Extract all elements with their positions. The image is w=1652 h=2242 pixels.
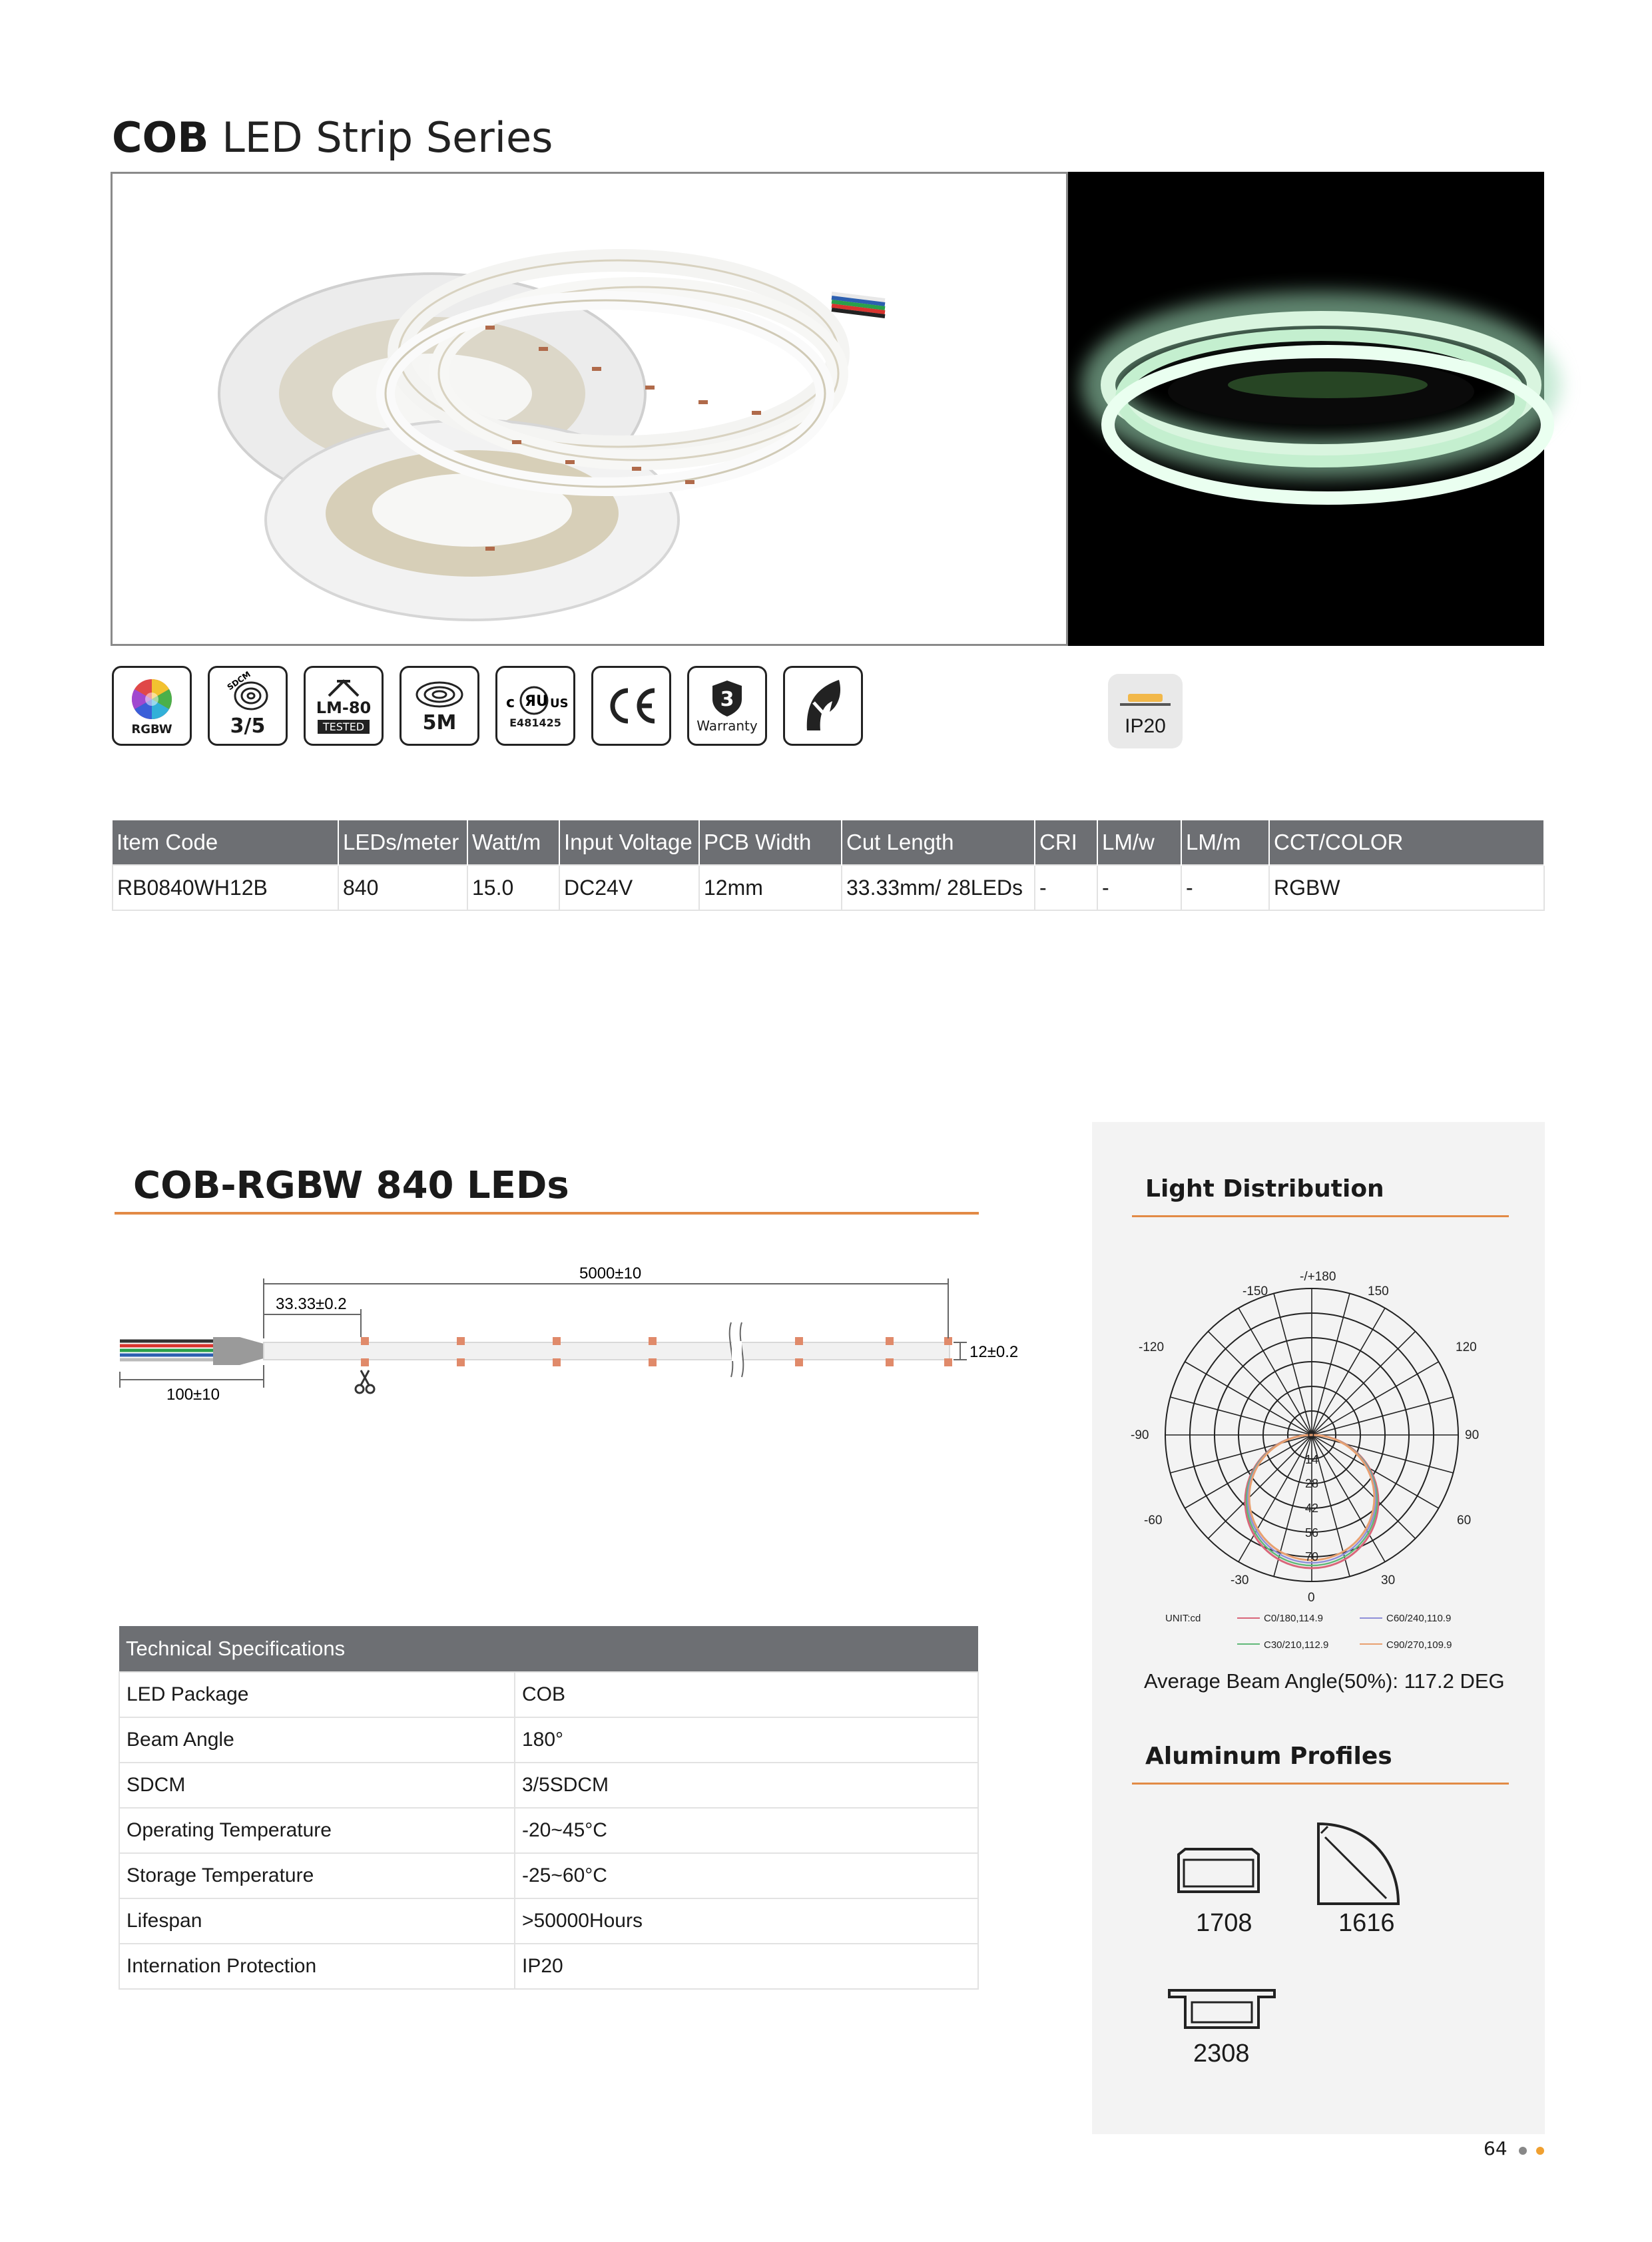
model-title: COB-RGBW 840 LEDs [133, 1164, 569, 1207]
profile-1616-drawing [1312, 1817, 1405, 1910]
lm80-icon-sub: TESTED [318, 720, 370, 734]
table-row [113, 865, 1544, 910]
page-title-bold: COB [112, 113, 209, 162]
angle-label: 150 [1368, 1284, 1389, 1298]
table-row [119, 1717, 978, 1763]
flame-icon [783, 666, 863, 746]
product-lit-photo [1068, 172, 1544, 646]
col-lm-m: LM/m [1181, 820, 1269, 865]
col-input-voltage: Input Voltage [559, 820, 699, 865]
angle-label: -60 [1144, 1514, 1163, 1528]
profile-1616-label: 1616 [1338, 1909, 1395, 1937]
radial-label: 42 [1305, 1502, 1319, 1515]
col-lm-w: LM/w [1097, 820, 1181, 865]
angle-label: -30 [1231, 1573, 1249, 1587]
spec-key: LED Package [119, 1672, 515, 1717]
cell-leds-meter: 840 [338, 865, 467, 910]
table-row [119, 1808, 978, 1853]
radial-label: 0 [1308, 1428, 1315, 1442]
spec-value: 180° [515, 1717, 978, 1763]
profile-1708-drawing [1172, 1841, 1272, 1901]
product-table [112, 820, 1545, 911]
rgbw-icon-label: RGBW [131, 722, 172, 736]
aluminum-profiles-underline [1132, 1783, 1509, 1785]
dimension-drawing [113, 1259, 1019, 1405]
angle-label: 90 [1465, 1428, 1480, 1442]
cell-pcb-width: 12mm [699, 865, 842, 910]
cell-item-code: RB0840WH12B [113, 865, 338, 910]
warranty-icon [687, 666, 767, 746]
radial-label: 14 [1305, 1453, 1319, 1466]
segment-label: 33.33±0.2 [276, 1295, 347, 1313]
spec-key: SDCM [119, 1763, 515, 1808]
polar-legend-row2 [1092, 1635, 1545, 1655]
spec-key: Storage Temperature [119, 1853, 515, 1898]
col-cri: CRI [1035, 820, 1097, 865]
legend-label: C30/210,112.9 [1264, 1639, 1329, 1651]
spec-value: IP20 [515, 1944, 978, 1989]
spec-value: 3/5SDCM [515, 1763, 978, 1808]
spec-value: COB [515, 1672, 978, 1717]
polar-chart [1112, 1242, 1525, 1635]
profile-2308-label: 2308 [1193, 2040, 1250, 2068]
page-number [1484, 2137, 1544, 2159]
spec-value: -20~45°C [515, 1808, 978, 1853]
warranty-icon-label: Warranty [696, 718, 758, 734]
total-length-label: 5000±10 [579, 1264, 642, 1282]
page-dot-gray [1519, 2147, 1527, 2155]
warranty-icon-num: 3 [720, 688, 734, 711]
spec-key: Beam Angle [119, 1717, 515, 1763]
svg-text:ЯU: ЯU [525, 693, 548, 710]
profile-2308-drawing [1165, 1981, 1278, 2034]
page-dot-orange [1536, 2147, 1544, 2155]
col-cut-length: Cut Length [842, 820, 1035, 865]
tech-specs-table [119, 1626, 979, 1990]
reel-icon [400, 666, 479, 746]
legend-label: C0/180,114.9 [1264, 1613, 1323, 1624]
product-photo [111, 172, 1068, 646]
rgbw-icon [112, 666, 192, 746]
svg-text:c: c [506, 694, 515, 711]
ul-icon-label: E481425 [509, 716, 561, 729]
aluminum-profiles-heading: Aluminum Profiles [1145, 1743, 1392, 1770]
col-cct-color: CCT/COLOR [1269, 820, 1544, 865]
sdcm-icon [208, 666, 288, 746]
sdcm-icon-sub: SDCM [225, 669, 252, 692]
page-title-rest: LED Strip Series [222, 113, 553, 162]
spec-value: >50000Hours [515, 1898, 978, 1944]
table-row [119, 1763, 978, 1808]
side-panel [1092, 1122, 1545, 2134]
cell-watt: 15.0 [467, 865, 559, 910]
sdcm-icon-label: 3/5 [230, 714, 266, 738]
angle-label: 120 [1456, 1340, 1477, 1354]
cell-input-voltage: DC24V [559, 865, 699, 910]
beam-angle-text: Average Beam Angle(50%): 117.2 DEG [1144, 1669, 1505, 1693]
light-distribution-heading: Light Distribution [1145, 1175, 1384, 1203]
col-item-code: Item Code [113, 820, 338, 865]
product-table-header [113, 820, 1544, 865]
col-leds-meter: LEDs/meter [338, 820, 467, 865]
spec-key: Lifespan [119, 1898, 515, 1944]
cell-cri: - [1035, 865, 1097, 910]
cell-lm-w: - [1097, 865, 1181, 910]
angle-label: -120 [1139, 1340, 1165, 1354]
cell-lm-m: - [1181, 865, 1269, 910]
cell-cct-color: RGBW [1269, 865, 1544, 910]
lm80-icon-label: LM-80 [316, 698, 372, 717]
ul-icon [495, 666, 575, 746]
angle-label: -90 [1131, 1428, 1149, 1442]
angle-label: 0 [1308, 1591, 1315, 1605]
legend-label: C90/270,109.9 [1386, 1639, 1452, 1651]
angle-label: -150 [1242, 1284, 1268, 1298]
unit-label: UNIT:cd [1165, 1613, 1201, 1624]
ip20-label: IP20 [1125, 715, 1166, 737]
scissors-icon [356, 1370, 374, 1393]
table-row [119, 1672, 978, 1717]
spec-key: Operating Temperature [119, 1808, 515, 1853]
model-title-underline [115, 1212, 979, 1215]
svg-text:US: US [550, 696, 569, 710]
table-row [119, 1853, 978, 1898]
profile-1708-label: 1708 [1196, 1909, 1252, 1937]
angle-label: 30 [1381, 1573, 1396, 1587]
page-title [112, 113, 553, 162]
cell-cut-length: 33.33mm/ 28LEDs [842, 865, 1035, 910]
radial-label: 28 [1305, 1477, 1319, 1490]
page-number-text: 64 [1484, 2137, 1508, 2159]
lm80-icon [304, 666, 384, 746]
width-label: 12±0.2 [969, 1343, 1019, 1361]
light-distribution-underline [1132, 1215, 1509, 1217]
ce-icon [591, 666, 671, 746]
reel-icon-label: 5M [422, 710, 457, 734]
angle-label: -/+180 [1300, 1270, 1336, 1284]
angle-label: 60 [1457, 1514, 1472, 1528]
ip20-icon [1108, 674, 1183, 748]
spec-value: -25~60°C [515, 1853, 978, 1898]
col-watt: Watt/m [467, 820, 559, 865]
tech-specs-header: Technical Specifications [119, 1626, 978, 1672]
col-pcb-width: PCB Width [699, 820, 842, 865]
radial-label: 56 [1305, 1526, 1319, 1540]
radial-label: 70 [1305, 1550, 1319, 1563]
legend-label: C60/240,110.9 [1386, 1613, 1452, 1624]
spec-key: Internation Protection [119, 1944, 515, 1989]
table-row [119, 1944, 978, 1989]
wire-length-label: 100±10 [166, 1386, 220, 1404]
table-row [119, 1898, 978, 1944]
